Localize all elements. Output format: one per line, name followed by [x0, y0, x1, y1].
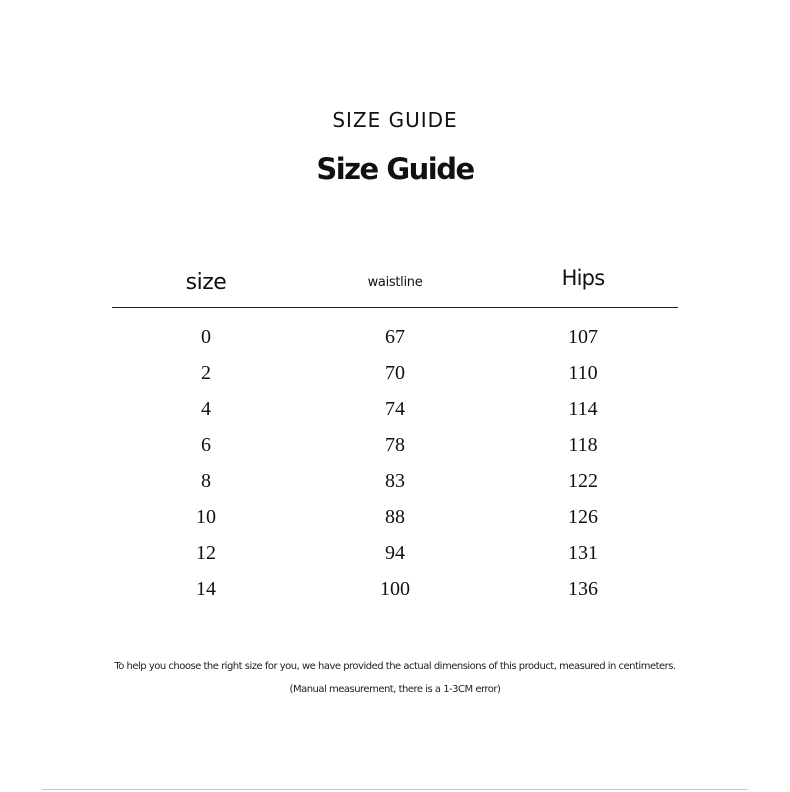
hips-cell: 131 — [568, 542, 598, 564]
size-cell: 2 — [201, 362, 211, 384]
table-row — [112, 326, 678, 362]
hips-cell: 110 — [568, 362, 598, 384]
hips-cell: 107 — [568, 326, 598, 348]
hips-cell: 126 — [568, 506, 598, 528]
bottom-divider — [42, 789, 748, 790]
waistline-cell: 67 — [385, 326, 405, 348]
size-cell: 6 — [201, 434, 211, 456]
table-row — [112, 398, 678, 434]
waistline-cell: 70 — [385, 362, 405, 384]
size-cell: 0 — [201, 326, 211, 348]
size-cell: 8 — [201, 470, 211, 492]
column-header-waistline: waistline — [367, 275, 423, 290]
hips-cell: 136 — [568, 578, 598, 600]
column-header-size: size — [185, 270, 227, 295]
table-header-row — [112, 262, 678, 308]
table-body — [112, 308, 678, 614]
table-row — [112, 506, 678, 542]
hips-cell: 118 — [568, 434, 598, 456]
waistline-cell: 88 — [385, 506, 405, 528]
size-cell: 10 — [196, 506, 216, 528]
measurement-error-note: (Manual measurement, there is a 1-3CM error) — [289, 684, 501, 695]
table-row — [112, 362, 678, 398]
page-subtitle: SIZE GUIDE — [332, 108, 458, 132]
size-table — [112, 262, 678, 614]
table-row — [112, 542, 678, 578]
hips-cell: 122 — [568, 470, 598, 492]
table-row — [112, 578, 678, 614]
table-row — [112, 434, 678, 470]
waistline-cell: 83 — [385, 470, 405, 492]
waistline-cell: 100 — [380, 578, 410, 600]
hips-cell: 114 — [568, 398, 598, 420]
size-cell: 4 — [201, 398, 211, 420]
size-cell: 14 — [196, 578, 216, 600]
waistline-cell: 78 — [385, 434, 405, 456]
size-cell: 12 — [196, 542, 216, 564]
waistline-cell: 94 — [385, 542, 405, 564]
waistline-cell: 74 — [385, 398, 405, 420]
measurement-note: To help you choose the right size for you, we have provided the actual dimensions of this product, measured in centimeters. — [114, 661, 676, 672]
table-row — [112, 470, 678, 506]
column-header-hips: Hips — [561, 266, 605, 290]
page-title: Size Guide — [316, 152, 474, 186]
